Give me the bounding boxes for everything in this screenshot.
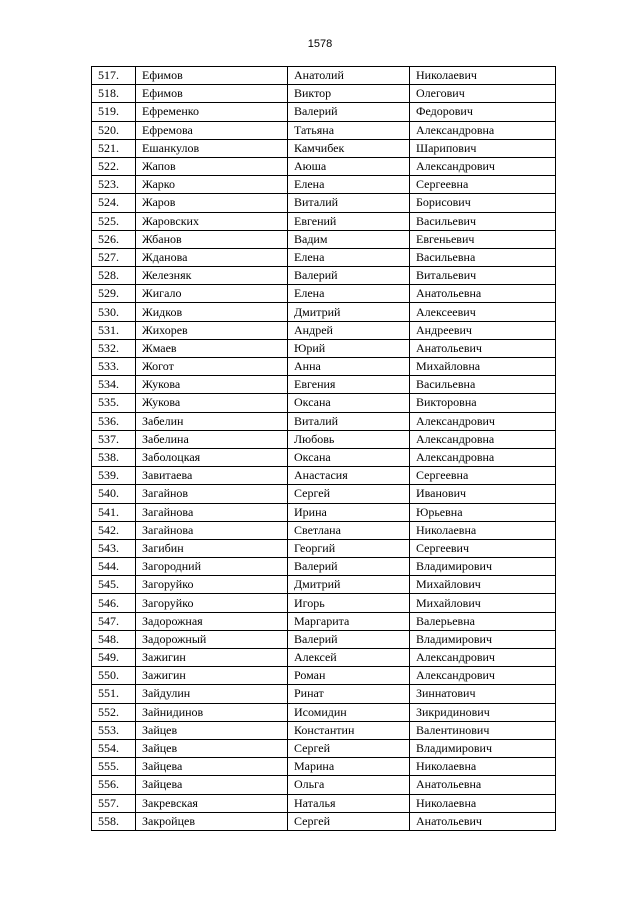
patronymic-cell: Михайлович — [410, 576, 556, 594]
patronymic-cell: Николаевна — [410, 521, 556, 539]
patronymic-cell: Александрович — [410, 157, 556, 175]
table-row — [92, 394, 556, 412]
last-name-cell: Забелин — [136, 412, 288, 430]
last-name-cell: Жигало — [136, 285, 288, 303]
last-name-cell: Задорожная — [136, 612, 288, 630]
last-name-cell: Заболоцкая — [136, 448, 288, 466]
table-row — [92, 358, 556, 376]
patronymic-cell: Александрович — [410, 649, 556, 667]
row-number-cell: 534. — [92, 376, 136, 394]
last-name-cell: Жданова — [136, 248, 288, 266]
last-name-cell: Жарко — [136, 176, 288, 194]
patronymic-cell: Зикридинович — [410, 703, 556, 721]
first-name-cell: Ринат — [288, 685, 410, 703]
patronymic-cell: Николаевна — [410, 758, 556, 776]
table-row — [92, 812, 556, 830]
first-name-cell: Валерий — [288, 103, 410, 121]
row-number-cell: 542. — [92, 521, 136, 539]
patronymic-cell: Борисович — [410, 194, 556, 212]
first-name-cell: Роман — [288, 667, 410, 685]
last-name-cell: Загоруйко — [136, 576, 288, 594]
last-name-cell: Ешанкулов — [136, 139, 288, 157]
patronymic-cell: Анатольевна — [410, 776, 556, 794]
table-row — [92, 576, 556, 594]
first-name-cell: Маргарита — [288, 612, 410, 630]
first-name-cell: Анатолий — [288, 67, 410, 85]
row-number-cell: 533. — [92, 358, 136, 376]
last-name-cell: Закревская — [136, 794, 288, 812]
last-name-cell: Забелина — [136, 430, 288, 448]
row-number-cell: 519. — [92, 103, 136, 121]
row-number-cell: 540. — [92, 485, 136, 503]
table-row — [92, 739, 556, 757]
row-number-cell: 547. — [92, 612, 136, 630]
table-row — [92, 339, 556, 357]
row-number-cell: 543. — [92, 539, 136, 557]
patronymic-cell: Олегович — [410, 85, 556, 103]
patronymic-cell: Алексеевич — [410, 303, 556, 321]
row-number-cell: 528. — [92, 267, 136, 285]
first-name-cell: Марина — [288, 758, 410, 776]
last-name-cell: Зайнидинов — [136, 703, 288, 721]
last-name-cell: Зайцева — [136, 776, 288, 794]
table-row — [92, 139, 556, 157]
names-table-body — [92, 67, 556, 831]
patronymic-cell: Шарипович — [410, 139, 556, 157]
first-name-cell: Сергей — [288, 485, 410, 503]
first-name-cell: Константин — [288, 721, 410, 739]
last-name-cell: Жидков — [136, 303, 288, 321]
table-row — [92, 267, 556, 285]
last-name-cell: Жаров — [136, 194, 288, 212]
first-name-cell: Виктор — [288, 85, 410, 103]
last-name-cell: Ефимов — [136, 85, 288, 103]
first-name-cell: Дмитрий — [288, 576, 410, 594]
first-name-cell: Наталья — [288, 794, 410, 812]
row-number-cell: 517. — [92, 67, 136, 85]
table-row — [92, 721, 556, 739]
patronymic-cell: Александрович — [410, 667, 556, 685]
row-number-cell: 539. — [92, 467, 136, 485]
row-number-cell: 520. — [92, 121, 136, 139]
row-number-cell: 521. — [92, 139, 136, 157]
table-row — [92, 485, 556, 503]
last-name-cell: Загайнов — [136, 485, 288, 503]
patronymic-cell: Александрович — [410, 412, 556, 430]
table-row — [92, 230, 556, 248]
row-number-cell: 544. — [92, 558, 136, 576]
patronymic-cell: Викторовна — [410, 394, 556, 412]
row-number-cell: 523. — [92, 176, 136, 194]
first-name-cell: Алексей — [288, 649, 410, 667]
first-name-cell: Елена — [288, 176, 410, 194]
first-name-cell: Елена — [288, 248, 410, 266]
patronymic-cell: Николаевна — [410, 794, 556, 812]
table-row — [92, 685, 556, 703]
row-number-cell: 536. — [92, 412, 136, 430]
table-row — [92, 212, 556, 230]
patronymic-cell: Валерьевна — [410, 612, 556, 630]
patronymic-cell: Николаевич — [410, 67, 556, 85]
table-row — [92, 612, 556, 630]
row-number-cell: 527. — [92, 248, 136, 266]
row-number-cell: 518. — [92, 85, 136, 103]
last-name-cell: Жукова — [136, 394, 288, 412]
patronymic-cell: Сергеевич — [410, 539, 556, 557]
last-name-cell: Жбанов — [136, 230, 288, 248]
table-row — [92, 539, 556, 557]
patronymic-cell: Михайловна — [410, 358, 556, 376]
patronymic-cell: Сергеевна — [410, 176, 556, 194]
last-name-cell: Закройцев — [136, 812, 288, 830]
table-row — [92, 558, 556, 576]
row-number-cell: 524. — [92, 194, 136, 212]
last-name-cell: Ефремова — [136, 121, 288, 139]
patronymic-cell: Васильевна — [410, 376, 556, 394]
patronymic-cell: Михайлович — [410, 594, 556, 612]
row-number-cell: 546. — [92, 594, 136, 612]
first-name-cell: Любовь — [288, 430, 410, 448]
first-name-cell: Дмитрий — [288, 303, 410, 321]
row-number-cell: 555. — [92, 758, 136, 776]
patronymic-cell: Анатольевна — [410, 285, 556, 303]
page-number: 1578 — [307, 38, 333, 50]
last-name-cell: Задорожный — [136, 630, 288, 648]
row-number-cell: 531. — [92, 321, 136, 339]
first-name-cell: Камчибек — [288, 139, 410, 157]
patronymic-cell: Александровна — [410, 430, 556, 448]
row-number-cell: 530. — [92, 303, 136, 321]
patronymic-cell: Васильевна — [410, 248, 556, 266]
first-name-cell: Аюша — [288, 157, 410, 175]
row-number-cell: 554. — [92, 739, 136, 757]
patronymic-cell: Анатольевич — [410, 339, 556, 357]
last-name-cell: Загайнова — [136, 503, 288, 521]
table-row — [92, 285, 556, 303]
row-number-cell: 558. — [92, 812, 136, 830]
last-name-cell: Железняк — [136, 267, 288, 285]
last-name-cell: Жмаев — [136, 339, 288, 357]
row-number-cell: 545. — [92, 576, 136, 594]
first-name-cell: Ольга — [288, 776, 410, 794]
last-name-cell: Зайдулин — [136, 685, 288, 703]
row-number-cell: 538. — [92, 448, 136, 466]
table-row — [92, 467, 556, 485]
row-number-cell: 548. — [92, 630, 136, 648]
row-number-cell: 526. — [92, 230, 136, 248]
table-row — [92, 794, 556, 812]
table-row — [92, 430, 556, 448]
row-number-cell: 525. — [92, 212, 136, 230]
first-name-cell: Георгий — [288, 539, 410, 557]
patronymic-cell: Анатольевич — [410, 812, 556, 830]
table-row — [92, 521, 556, 539]
row-number-cell: 553. — [92, 721, 136, 739]
first-name-cell: Исомидин — [288, 703, 410, 721]
first-name-cell: Елена — [288, 285, 410, 303]
row-number-cell: 537. — [92, 430, 136, 448]
table-row — [92, 703, 556, 721]
row-number-cell: 522. — [92, 157, 136, 175]
patronymic-cell: Зиннатович — [410, 685, 556, 703]
table-row — [92, 758, 556, 776]
row-number-cell: 529. — [92, 285, 136, 303]
last-name-cell: Ефременко — [136, 103, 288, 121]
patronymic-cell: Васильевич — [410, 212, 556, 230]
last-name-cell: Загоруйко — [136, 594, 288, 612]
patronymic-cell: Владимирович — [410, 739, 556, 757]
table-row — [92, 85, 556, 103]
first-name-cell: Евгения — [288, 376, 410, 394]
patronymic-cell: Витальевич — [410, 267, 556, 285]
table-row — [92, 503, 556, 521]
patronymic-cell: Юрьевна — [410, 503, 556, 521]
table-row — [92, 157, 556, 175]
last-name-cell: Завитаева — [136, 467, 288, 485]
patronymic-cell: Иванович — [410, 485, 556, 503]
first-name-cell: Валерий — [288, 558, 410, 576]
last-name-cell: Загайнова — [136, 521, 288, 539]
first-name-cell: Игорь — [288, 594, 410, 612]
patronymic-cell: Евгеньевич — [410, 230, 556, 248]
first-name-cell: Татьяна — [288, 121, 410, 139]
table-row — [92, 321, 556, 339]
first-name-cell: Светлана — [288, 521, 410, 539]
first-name-cell: Андрей — [288, 321, 410, 339]
table-row — [92, 649, 556, 667]
first-name-cell: Валерий — [288, 630, 410, 648]
row-number-cell: 535. — [92, 394, 136, 412]
table-row — [92, 594, 556, 612]
table-row — [92, 303, 556, 321]
table-row — [92, 121, 556, 139]
patronymic-cell: Александровна — [410, 448, 556, 466]
row-number-cell: 557. — [92, 794, 136, 812]
patronymic-cell: Сергеевна — [410, 467, 556, 485]
last-name-cell: Зажигин — [136, 649, 288, 667]
last-name-cell: Зайцев — [136, 721, 288, 739]
table-row — [92, 194, 556, 212]
patronymic-cell: Андреевич — [410, 321, 556, 339]
table-row — [92, 176, 556, 194]
first-name-cell: Виталий — [288, 194, 410, 212]
table-row — [92, 776, 556, 794]
table-row — [92, 67, 556, 85]
patronymic-cell: Валентинович — [410, 721, 556, 739]
table-row — [92, 630, 556, 648]
row-number-cell: 550. — [92, 667, 136, 685]
first-name-cell: Евгений — [288, 212, 410, 230]
table-row — [92, 248, 556, 266]
last-name-cell: Ефимов — [136, 67, 288, 85]
first-name-cell: Валерий — [288, 267, 410, 285]
row-number-cell: 551. — [92, 685, 136, 703]
last-name-cell: Зайцев — [136, 739, 288, 757]
first-name-cell: Сергей — [288, 812, 410, 830]
row-number-cell: 552. — [92, 703, 136, 721]
patronymic-cell: Федорович — [410, 103, 556, 121]
first-name-cell: Вадим — [288, 230, 410, 248]
first-name-cell: Анна — [288, 358, 410, 376]
patronymic-cell: Владимирович — [410, 630, 556, 648]
patronymic-cell: Александровна — [410, 121, 556, 139]
names-table — [91, 66, 556, 831]
first-name-cell: Ирина — [288, 503, 410, 521]
first-name-cell: Сергей — [288, 739, 410, 757]
first-name-cell: Оксана — [288, 448, 410, 466]
table-row — [92, 448, 556, 466]
row-number-cell: 556. — [92, 776, 136, 794]
first-name-cell: Оксана — [288, 394, 410, 412]
first-name-cell: Юрий — [288, 339, 410, 357]
last-name-cell: Жаровских — [136, 212, 288, 230]
last-name-cell: Жукова — [136, 376, 288, 394]
last-name-cell: Жихорев — [136, 321, 288, 339]
row-number-cell: 532. — [92, 339, 136, 357]
row-number-cell: 549. — [92, 649, 136, 667]
first-name-cell: Виталий — [288, 412, 410, 430]
row-number-cell: 541. — [92, 503, 136, 521]
first-name-cell: Анастасия — [288, 467, 410, 485]
table-row — [92, 103, 556, 121]
last-name-cell: Загибин — [136, 539, 288, 557]
patronymic-cell: Владимирович — [410, 558, 556, 576]
last-name-cell: Зажигин — [136, 667, 288, 685]
table-row — [92, 412, 556, 430]
last-name-cell: Загородний — [136, 558, 288, 576]
table-row — [92, 376, 556, 394]
last-name-cell: Жапов — [136, 157, 288, 175]
last-name-cell: Зайцева — [136, 758, 288, 776]
table-row — [92, 667, 556, 685]
last-name-cell: Жогот — [136, 358, 288, 376]
